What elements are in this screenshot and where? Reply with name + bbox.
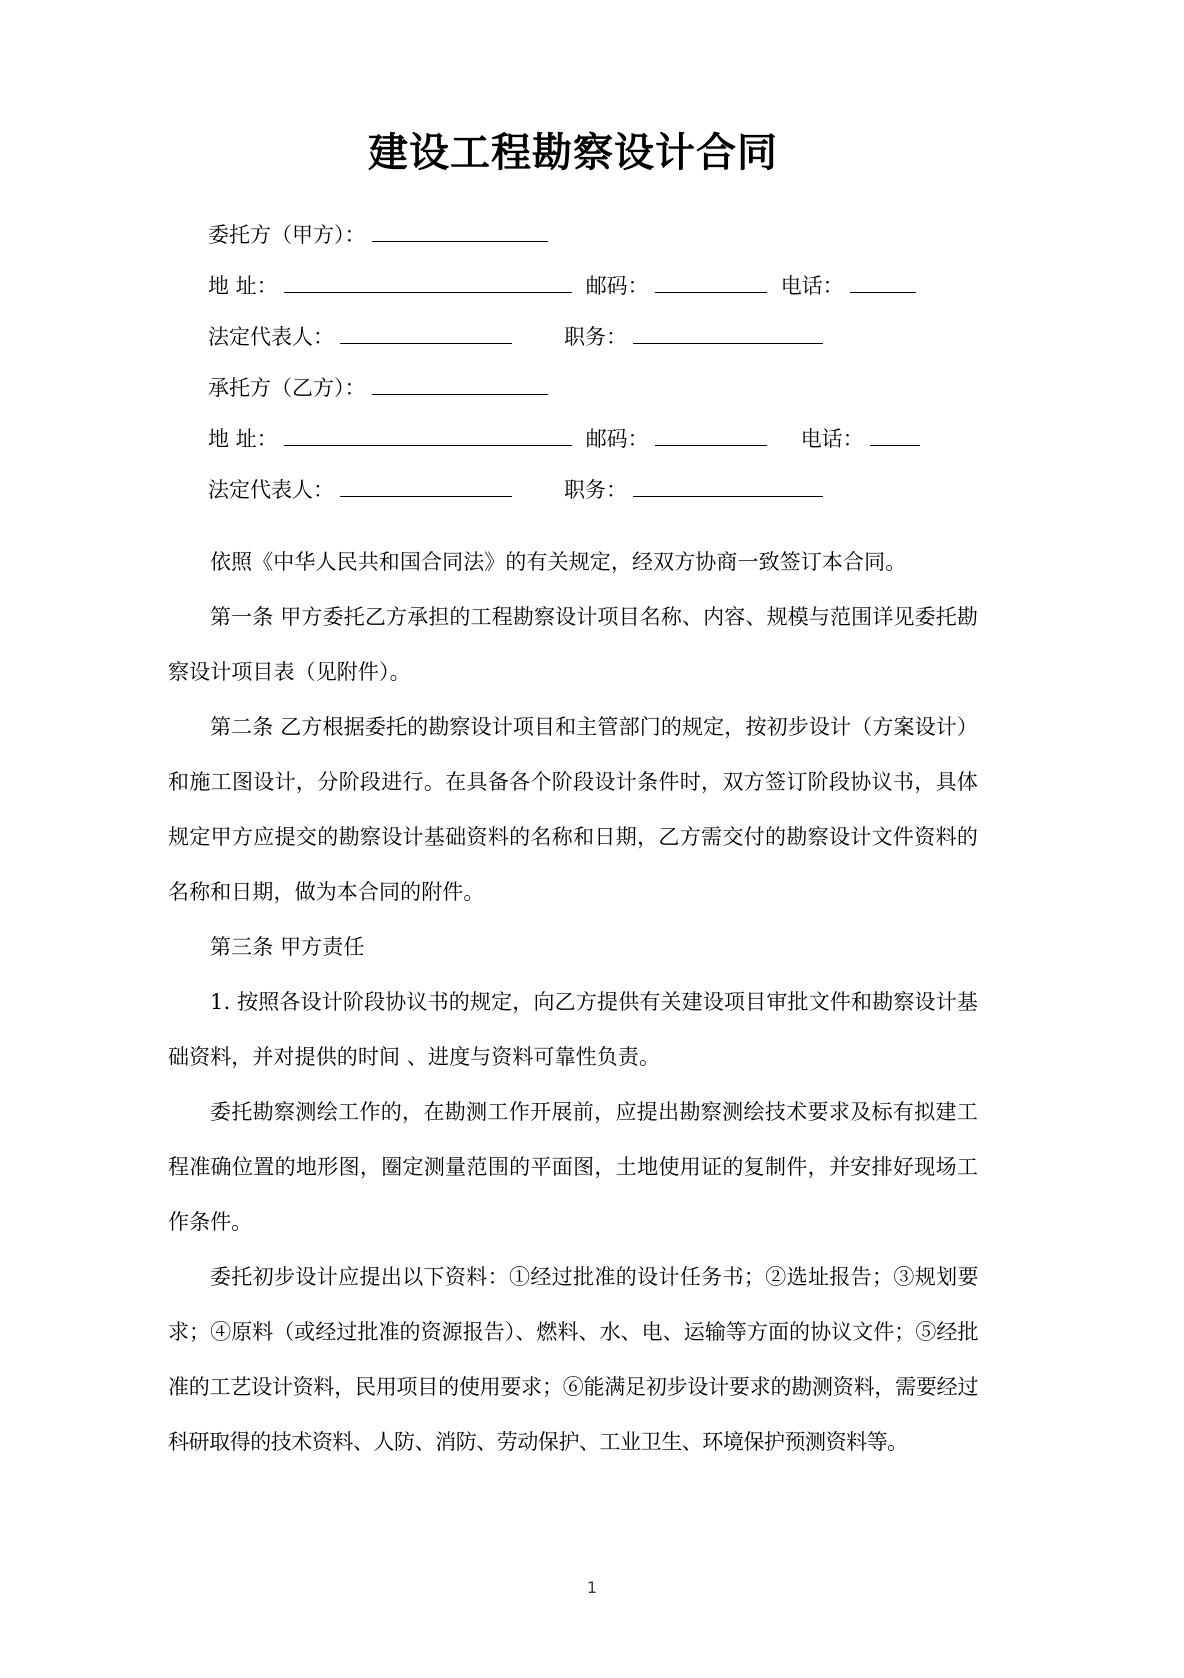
page-number: 1 [586, 1578, 598, 1597]
paragraph-article-3-item-1: 1. 按照各设计阶段协议书的规定，向乙方提供有关建设项目审批文件和勘察设计基础资料，并对提供的时间 、进度与资料可靠性负责。 [168, 990, 978, 1069]
party-b-name-label: 承托方（乙方）： [208, 376, 366, 400]
party-a-position-label: 职务： [564, 325, 627, 349]
form-row-party-a-address [208, 270, 978, 321]
form-row-party-a-name [208, 219, 978, 270]
paragraph-article-2: 第二条 乙方根据委托的勘察设计项目和主管部门的规定，按初步设计（方案设计）和施工图设计，分阶段进行。在具备各个阶段设计条件时，双方签订阶段协议书，具体规定甲方应提交的勘察设计基础资料的名称和日期，乙方需交付的勘察设计文件资料的名称和日期，做为本合同的附件。 [168, 715, 978, 904]
paragraph-article-3-para-2: 委托勘察测绘工作的，在勘测工作开展前，应提出勘察测绘技术要求及标有拟建工程准确位置的地形图，圈定测量范围的平面图，土地使用证的复制件，并安排好现场工作条件。 [168, 1100, 978, 1234]
party-b-phone-label: 电话： [800, 427, 864, 451]
party-a-phone-blank[interactable] [850, 291, 916, 293]
party-b-postcode-blank[interactable] [655, 444, 767, 446]
party-b-legal-rep-blank[interactable] [340, 495, 512, 497]
party-a-postcode-blank[interactable] [655, 291, 767, 293]
contract-parties-form [168, 219, 978, 525]
party-a-address-blank[interactable] [284, 291, 572, 293]
party-b-address-blank[interactable] [284, 444, 572, 446]
page-title: 建设工程勘察设计合同 [368, 130, 778, 176]
form-row-party-b-name [208, 372, 978, 423]
party-a-name-label: 委托方（甲方）： [208, 223, 366, 247]
party-b-position-label: 职务： [564, 478, 627, 502]
party-a-postcode-label: 邮码： [585, 274, 649, 298]
party-b-name-blank[interactable] [372, 393, 548, 395]
party-b-phone-blank[interactable] [870, 444, 920, 446]
party-b-position-blank[interactable] [633, 495, 823, 497]
party-b-legal-rep-label: 法定代表人： [208, 478, 334, 502]
party-a-phone-label: 电话： [780, 274, 844, 298]
paragraph-article-3-para-3: 委托初步设计应提出以下资料：①经过批准的设计任务书；②选址报告；③规划要求；④原料（或经过批准的资源报告）、燃料、水、电、运输等方面的协议文件；⑤经批准的工艺设计资料，民用项目的使用要求；⑥能满足初步设计要求的勘测资料，需要经过科研取得的技术资料、人防、消防、劳动保护、工业卫生、环境保护预测资料等。 [168, 1265, 978, 1454]
party-a-legal-rep-label: 法定代表人： [208, 325, 334, 349]
party-a-name-blank[interactable] [372, 240, 548, 242]
paragraph-preamble: 依照《中华人民共和国合同法》的有关规定，经双方协商一致签订本合同。 [210, 550, 907, 574]
party-a-position-blank[interactable] [633, 342, 823, 344]
paragraph-article-1: 第一条 甲方委托乙方承担的工程勘察设计项目名称、内容、规模与范围详见委托勘察设计项目表（见附件）。 [168, 605, 978, 684]
heading-article-3: 第三条 甲方责任 [210, 935, 365, 959]
party-a-address-label: 地 址： [208, 274, 278, 298]
form-row-party-a-legal-rep [208, 321, 978, 372]
document-body [168, 0, 978, 1470]
party-b-postcode-label: 邮码： [585, 427, 649, 451]
form-row-party-b-address [208, 423, 978, 474]
party-b-address-label: 地 址： [208, 427, 278, 451]
party-a-legal-rep-blank[interactable] [340, 342, 512, 344]
form-row-party-b-legal-rep [208, 474, 978, 525]
